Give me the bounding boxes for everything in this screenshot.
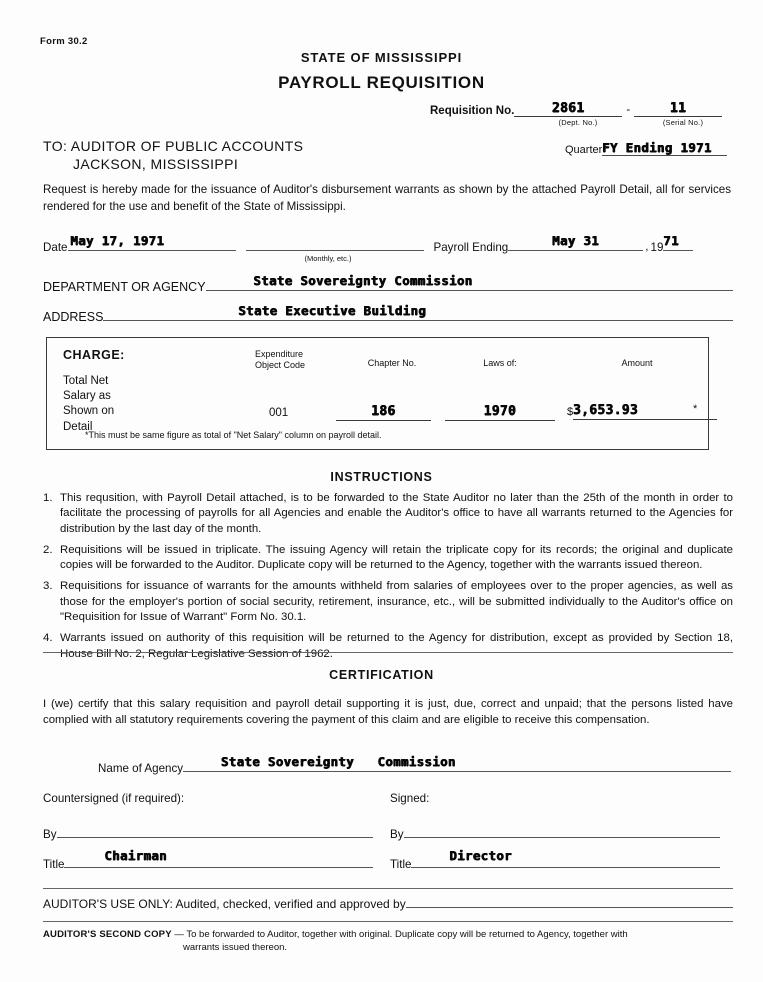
column-header-amount: Amount [621, 358, 653, 368]
expenditure-object-code-value: 001 [269, 407, 289, 419]
address-label: ADDRESS [43, 310, 104, 324]
instruction-number: 2. [43, 543, 53, 556]
requisition-number-block [430, 100, 730, 127]
instruction-text: Warrants issued on authority of this requisition will be returned to the Agency for distribution, except as provided by Section 18, House Bill No. 2, Regular Legislative Session of 1962. [60, 632, 733, 660]
addressee-line-2: JACKSON, MISSISSIPPI [73, 155, 239, 172]
title-row-left [43, 848, 373, 871]
quarter-label: Quarter [565, 144, 603, 156]
instruction-number: 1. [43, 492, 53, 504]
second-copy-title: AUDITOR'S SECOND COPY [43, 929, 172, 940]
request-paragraph: Request is hereby made for the issuance of Auditor's disbursement warrants as shown by the attached Payroll Detail, all for services rendered for the use and benefit of the State of Mississippi. [43, 183, 731, 213]
footer-divider-bottom [43, 921, 733, 922]
date-value: May 17, 1971 [70, 233, 165, 248]
department-value: State Sovereignty Commission [253, 273, 473, 288]
department-label: DEPARTMENT OR AGENCY [43, 280, 206, 294]
state-title: STATE OF MISSISSIPPI [300, 50, 463, 65]
title-value-right: Director [449, 848, 513, 863]
laws-of-field[interactable] [445, 402, 555, 421]
payroll-ending-label: Payroll Ending [433, 241, 509, 254]
instruction-number: 3. [43, 580, 53, 593]
by-row-left [43, 828, 373, 841]
form-number: Form 30.2 [40, 36, 88, 47]
requisition-number-label: Requisition No. [430, 105, 515, 117]
amount-currency-symbol: $ [567, 406, 574, 418]
by-row-right [390, 828, 720, 841]
instruction-item [43, 543, 733, 574]
charge-box [46, 337, 709, 450]
auditor-use-label: AUDITOR'S USE ONLY: Audited, checked, verified and approved by [43, 897, 406, 911]
instruction-text: Requisitions will be issued in triplicate. The issuing Agency will retain the triplicate copy for its records; the original and duplicate copies will be forwarded to the Auditor. Duplicate copy will be returned to the Agency, together with the warrants issued thereon. [60, 543, 733, 572]
charge-row-label-line-1: Total Net [63, 375, 109, 387]
address-field-row [43, 303, 733, 324]
amount-value: 3,653.93 [573, 403, 639, 418]
instruction-item [43, 631, 733, 662]
addressee-block [43, 138, 303, 173]
address-field[interactable] [103, 303, 733, 321]
agency-name-field[interactable] [183, 754, 731, 772]
dept-no-caption: (Dept. No.) [558, 118, 598, 127]
instruction-item [43, 491, 733, 537]
charge-heading: CHARGE: [63, 348, 125, 362]
certification-heading: CERTIFICATION [329, 668, 434, 682]
requisition-serial-no-value: 11 [670, 101, 687, 116]
date-field[interactable] [68, 233, 236, 251]
second-copy-note [43, 929, 733, 955]
col-expenditure-line-1: Expenditure [255, 349, 304, 359]
charge-row-label-line-3: Shown on [63, 405, 115, 418]
requisition-serial-no-field[interactable] [634, 100, 722, 117]
agency-name-value: State Sovereignty Commission [221, 754, 456, 769]
instruction-text: This requsition, with Payroll Detail attached, is to be forwarded to the State Auditor no later than the 25th of the month in order to facilitate the processing of payrolls for all Agencies and enable the Auditor's office to have all warrants returned to the Agencies for distribution by the last day of the month. [60, 492, 733, 535]
chapter-no-field[interactable] [336, 402, 431, 421]
monthly-field[interactable] [246, 250, 424, 251]
quarter-field-row [565, 140, 727, 156]
countersigned-label: Countersigned (if required): [43, 792, 185, 805]
document-header [0, 50, 763, 93]
charge-row-label [63, 374, 114, 435]
chapter-no-value: 186 [371, 404, 396, 419]
title-label-right: Title [390, 858, 412, 871]
title-field-left[interactable] [64, 848, 373, 868]
instruction-text: Requisitions for issuance of warrants for the amounts withheld from salaries of employees over to the proper agencies, as well as those for the employer's portion of social security, retirement, insurance, etc., will be submitted individually to the Auditor's office on "Requisition for Issue of Warrant" Form No. 30.1. [60, 580, 733, 623]
second-copy-dash: — [174, 929, 184, 940]
agency-name-row [98, 754, 731, 775]
footer-divider-top [43, 888, 733, 889]
title-field-right[interactable] [411, 848, 720, 868]
year-prefix: 19 [650, 241, 664, 254]
by-field-left[interactable] [57, 837, 373, 838]
laws-of-value: 1970 [483, 404, 517, 419]
address-value: State Executive Building [238, 303, 427, 318]
requisition-dept-no-value: 2861 [552, 101, 585, 116]
title-label-left: Title [43, 858, 65, 871]
quarter-field[interactable] [602, 140, 727, 156]
department-field-row [43, 273, 733, 294]
charge-row-label-line-2: Salary as [63, 390, 111, 403]
column-header-chapter-no: Chapter No. [367, 358, 417, 368]
requisition-dept-no-field[interactable] [514, 100, 622, 117]
title-row-right [390, 848, 720, 871]
column-header-laws-of: Laws of: [483, 358, 517, 368]
date-field-row: Date May 17, 1971 Payroll Ending May 31 , 19 71 (Monthly, etc.) [43, 240, 733, 263]
serial-no-caption: (Serial No.) [662, 118, 704, 127]
quarter-value: FY Ending 1971 [602, 140, 712, 155]
instructions-heading: INSTRUCTIONS [330, 470, 433, 484]
section-divider [43, 652, 733, 653]
charge-row-label-line-4: Detail [63, 420, 93, 433]
payroll-ending-value: May 31 [552, 233, 600, 248]
monthly-caption: (Monthly, etc.) [304, 254, 352, 263]
signed-label: Signed: [390, 792, 430, 805]
instruction-number: 4. [43, 632, 53, 645]
date-label: Date [43, 241, 68, 254]
year-value: 71 [663, 233, 680, 248]
instructions-list [43, 491, 733, 668]
column-header-expenditure-object-code [255, 349, 345, 371]
by-label-right: By [390, 828, 404, 841]
addressee-line-1: TO: AUDITOR OF PUBLIC ACCOUNTS [43, 138, 304, 154]
amount-asterisk: * [693, 403, 698, 415]
by-label-left: By [43, 828, 57, 841]
page-title: PAYROLL REQUISITION [278, 73, 485, 92]
payroll-ending-field[interactable] [508, 233, 643, 251]
auditor-approved-by-field[interactable] [406, 907, 733, 908]
requisition-dash: - [626, 104, 631, 116]
year-field[interactable] [663, 233, 693, 251]
title-value-left: Chairman [104, 848, 168, 863]
department-field[interactable] [206, 273, 733, 291]
charge-footnote: *This must be same figure as total of "Net Salary" column on payroll detail. [85, 430, 382, 440]
instruction-item [43, 579, 733, 625]
agency-name-label: Name of Agency [98, 762, 184, 775]
col-expenditure-line-2: Object Code [255, 359, 306, 370]
second-copy-text: To be forwarded to Auditor, together with original. Duplicate copy will be returned to Agency, together with [186, 929, 628, 940]
by-field-right[interactable] [404, 837, 720, 838]
second-copy-text-2: warrants issued thereon. [183, 941, 288, 953]
certification-paragraph: I (we) certify that this salary requisition and payroll detail supporting it is just, due, correct and unpaid; that the persons listed have complied with all statutory requirements covering the payment of this claim and are eligible to receive this compensation. [43, 698, 733, 726]
auditor-use-row [43, 897, 733, 911]
